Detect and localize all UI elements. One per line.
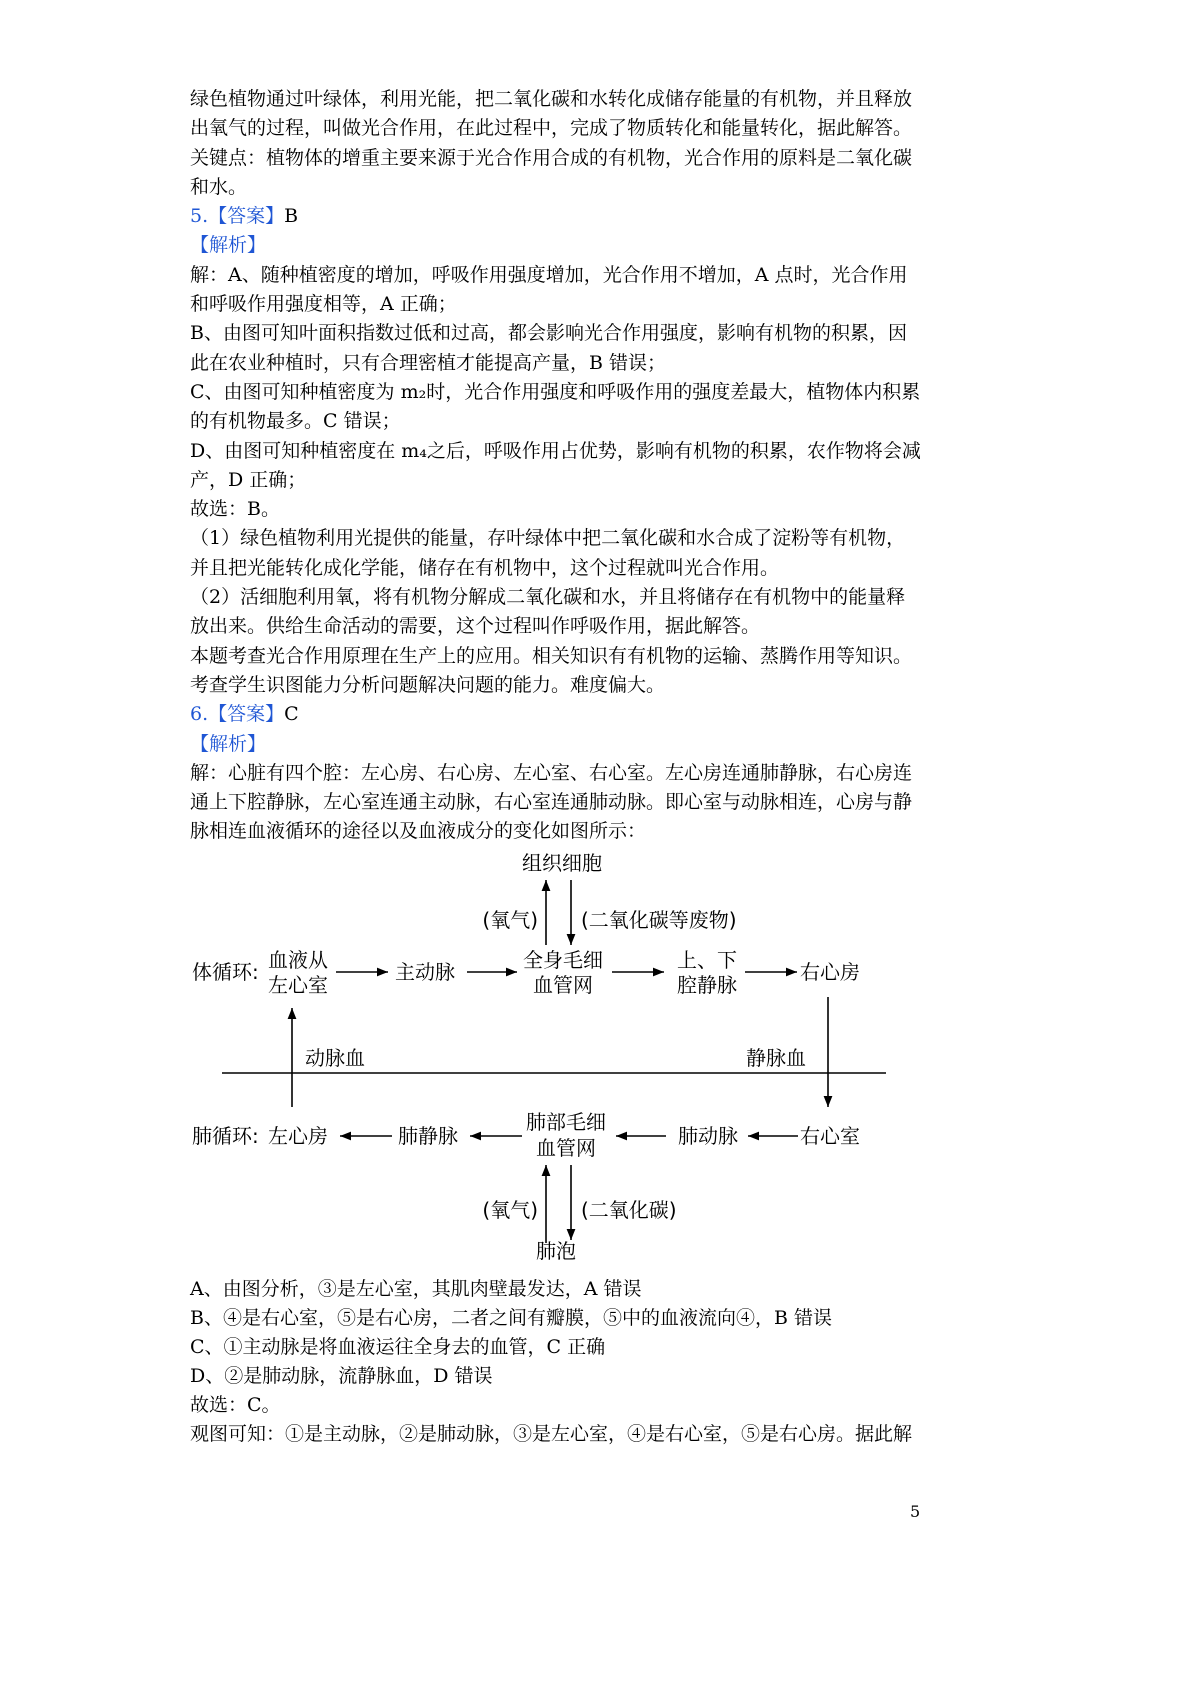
alveoli-co2-label: (二氧化碳)	[581, 1198, 677, 1222]
vena-cava-label: 腔静脉	[677, 973, 737, 997]
q5-analysis-line: 的有机物最多。C 错误；	[190, 410, 401, 433]
right-atrium-label: 右心房	[800, 960, 860, 984]
systemic-circulation-label: 体循环:	[192, 960, 259, 984]
body-capillaries-label: 全身毛细	[523, 948, 603, 972]
arterial-blood-label: 动脉血	[305, 1046, 365, 1070]
vena-cava-label: 上、下	[677, 948, 737, 972]
q6-analysis-label: 【解析】	[190, 732, 267, 755]
q6-analysis-line: 解：心脏有四个腔：左心房、右心房、左心室、右心室。左心房连通肺静脉，右心房连	[190, 761, 913, 784]
lung-capillaries-label: 肺部毛细	[526, 1110, 606, 1134]
alveoli-label: 肺泡	[536, 1239, 576, 1263]
intro-line: 和水。	[190, 175, 248, 198]
page-number: 5	[910, 1502, 921, 1521]
q6-option-line: 故选：C。	[190, 1394, 281, 1416]
text-block-top	[190, 85, 921, 847]
q5-analysis-line: （1）绿色植物利用光提供的能量，存叶绿体中把二氧化碳和水合成了淀粉等有机物，	[190, 527, 906, 550]
tissue-waste-label: (二氧化碳等废物)	[581, 908, 737, 932]
q6-answer-line	[190, 700, 921, 729]
q5-analysis-line: C、由图可知种植密度为 m₂时，光合作用强度和呼吸作用的强度差最大，植物体内积累	[190, 380, 921, 403]
q5-analysis-line: （2）活细胞利用氧，将有机物分解成二氧化碳和水，并且将储存在有机物中的能量释	[190, 586, 906, 609]
q5-analysis-line: 故选：B。	[190, 498, 280, 521]
venous-blood-label: 静脉血	[746, 1046, 806, 1070]
alveoli-oxygen-label: (氧气)	[482, 1198, 538, 1222]
q5-analysis-line: 考查学生识图能力分析问题解决问题的能力。难度偏大。	[190, 673, 666, 696]
q5-analysis-line: 和呼吸作用强度相等，A 正确；	[190, 293, 457, 316]
pulmonary-vein-label: 肺静脉	[398, 1124, 458, 1148]
tissue-cells-label: 组织细胞	[522, 851, 602, 875]
q5-analysis-line: 放出来。供给生命活动的需要，这个过程叫作呼吸作用，据此解答。	[190, 615, 761, 638]
q6-option-line: B、④是右心室，⑤是右心房，二者之间有瓣膜，⑤中的血液流向④，B 错误	[190, 1307, 832, 1329]
pulmonary-circulation-label: 肺循环:	[192, 1124, 259, 1148]
aorta-label: 主动脉	[395, 960, 455, 984]
blood-circulation-diagram	[0, 840, 1200, 1280]
q6-option-line: 观图可知：①是主动脉，②是肺动脉，③是左心室，④是右心室，⑤是右心房。据此解	[190, 1423, 913, 1445]
q6-option-line: D、②是肺动脉，流静脉血，D 错误	[190, 1365, 493, 1387]
q5-answer-line	[190, 202, 921, 231]
q6-option-line: A、由图分析，③是左心室，其肌肉壁最发达，A 错误	[190, 1278, 642, 1300]
q5-analysis-line: 解：A、随种植密度的增加，呼吸作用强度增加，光合作用不增加，A 点时，光合作用	[190, 263, 908, 286]
text-block-bottom	[190, 1275, 912, 1449]
intro-line: 出氧气的过程，叫做光合作用，在此过程中，完成了物质转化和能量转化，据此解答。	[190, 117, 913, 140]
left-ventricle-start-label: 左心室	[268, 973, 328, 997]
left-ventricle-start-label: 血液从	[268, 948, 328, 972]
body-capillaries-label: 血管网	[533, 973, 593, 997]
q5-number: 5.	[190, 205, 209, 228]
q5-analysis-line: 产，D 正确；	[190, 468, 307, 491]
q5-analysis-line: B、由图可知叶面积指数过低和过高，都会影响光合作用强度，影响有机物的积累，因	[190, 322, 907, 345]
q6-answer-label: 【答案】	[208, 703, 285, 726]
q6-analysis-line: 脉相连血液循环的途径以及血液成分的变化如图所示：	[190, 820, 647, 843]
tissue-oxygen-label: (氧气)	[482, 908, 538, 932]
q6-answer: C	[284, 703, 299, 726]
intro-line: 绿色植物通过叶绿体，利用光能，把二氧化碳和水转化成储存能量的有机物，并且释放	[190, 88, 913, 110]
left-atrium-label: 左心房	[268, 1124, 328, 1148]
q6-analysis-line: 通上下腔静脉，左心室连通主动脉，右心室连通肺动脉。即心室与动脉相连，心房与静	[190, 791, 913, 814]
right-ventricle-label: 右心室	[800, 1124, 860, 1148]
q5-answer-label: 【答案】	[208, 205, 285, 228]
q5-answer: B	[284, 205, 299, 228]
q6-number: 6.	[190, 703, 209, 726]
pulmonary-artery-label: 肺动脉	[678, 1124, 738, 1148]
intro-line: 关键点：植物体的增重主要来源于光合作用合成的有机物，光合作用的原料是二氧化碳	[190, 146, 913, 169]
q5-analysis-line: 此在农业种植时，只有合理密植才能提高产量，B 错误；	[190, 351, 667, 374]
lung-capillaries-label: 血管网	[536, 1136, 596, 1160]
q5-analysis-line: 并且把光能转化成化学能，储存在有机物中，这个过程就叫光合作用。	[190, 556, 780, 579]
q5-analysis-line: D、由图可知种植密度在 m₄之后，呼吸作用占优势，影响有机物的积累，农作物将会减	[190, 439, 921, 462]
q5-analysis-line: 本题考查光合作用原理在生产上的应用。相关知识有有机物的运输、蒸腾作用等知识。	[190, 644, 913, 667]
q6-option-line: C、①主动脉是将血液运往全身去的血管，C 正确	[190, 1336, 606, 1358]
q5-analysis-label: 【解析】	[190, 234, 267, 257]
